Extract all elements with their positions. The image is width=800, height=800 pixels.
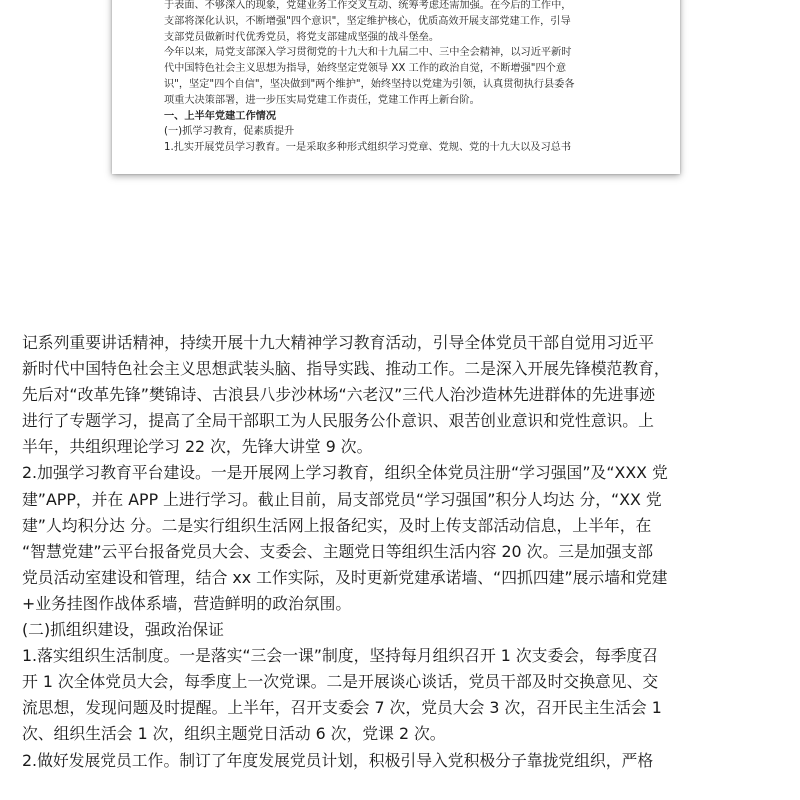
preview-line: 1.扎实开展党员学习教育。一是采取多种形式组织学习党章、党规、党的十九大以及习总书 <box>164 142 572 154</box>
body-line: 次、组织生活会 1 次，组织主题党日活动 6 次，党课 2 次。 <box>22 724 446 744</box>
preview-subheading: (一)抓学习教育，促素质提升 <box>164 126 295 138</box>
body-line: 建”人均积分达 分。二是实行组织生活网上报备纪实，及时上传支部活动信息，上半年，在 <box>22 515 652 535</box>
body-line: 流思想，发现问题及时提醒。上半年，召开支委会 7 次，党员大会 3 次，召开民主生活会 1 <box>22 698 662 718</box>
body-line: 2.加强学习教育平台建设。一是开展网上学习教育，组织全体党员注册“学习强国”及“XXX 党 <box>22 463 668 483</box>
body-line: 开 1 次全体党员大会，每季度上一次党课。二是开展谈心谈话，党员干部及时交换意见、交 <box>22 672 659 692</box>
body-line: 半年，共组织理论学习 22 次，先锋大讲堂 9 次。 <box>22 437 373 457</box>
body-line: “智慧党建”云平台报备党员大会、支委会、主题党日等组织生活内容 20 次。三是加强支部 <box>22 541 653 561</box>
body-line: 新时代中国特色社会主义思想武装头脑、指导实践、推动工作。二是深入开展先锋模范教育， <box>22 359 670 379</box>
document-body <box>22 330 782 774</box>
body-line: +业务挂图作战体系墙，营造鲜明的政治氛围。 <box>22 593 352 613</box>
body-line: 记系列重要讲话精神，持续开展十九大精神学习教育活动，引导全体党员干部自觉用习近平 <box>22 333 654 352</box>
body-line: 进行了专题学习，提高了全局干部职工为人民服务公仆意识、艰苦创业意识和党性意识。上 <box>22 411 654 431</box>
preview-section-heading: 一、上半年党建工作情况 <box>164 110 277 122</box>
body-subheading: (二)抓组织建设，强政治保证 <box>22 620 224 640</box>
preview-line: 于表面、不够深入的现象，党建业务工作交叉互动、统筹考虑还需加强。在今后的工作中， <box>164 0 572 11</box>
preview-line: 支部将深化认识，不断增强"四个意识"，坚定维护核心，优质高效开展支部党建工作，引导 <box>164 15 571 27</box>
preview-line: 识"，坚定"四个自信"，坚决做到"两个维护"，始终坚持以党建为引领，认真贯彻执行县委各 <box>164 78 575 90</box>
preview-line: 项重大决策部署，进一步压实局党建工作责任，党建工作再上新台阶。 <box>164 94 480 106</box>
body-line: 2.做好发展党员工作。制订了年度发展党员计划，积极引导入党积极分子靠拢党组织，严格 <box>22 750 654 770</box>
document-preview-card <box>112 0 680 174</box>
preview-text <box>164 0 636 156</box>
preview-line: 支部党员做新时代优秀党员，将党支部建成坚强的战斗堡垒。 <box>164 31 440 43</box>
body-line: 党员活动室建设和管理，结合 xx 工作实际，及时更新党建承诺墙、“四抓四建”展示墙和党建 <box>22 567 668 587</box>
preview-line: 今年以来，局党支部深入学习贯彻党的十九大和十九届二中、三中全会精神，以习近平新时 <box>164 47 572 59</box>
body-line: 建”APP，并在 APP 上进行学习。截止目前，局支部党员“学习强国”积分人均达 分，“XX 党 <box>22 489 662 509</box>
preview-line: 代中国特色社会主义思想为指导，始终坚定党领导 XX 工作的政治自觉，不断增强"四个意 <box>164 63 567 75</box>
body-line: 1.落实组织生活制度。一是落实“三会一课”制度，坚持每月组织召开 1 次支委会，每季度召 <box>22 646 659 666</box>
body-line: 先后对“改革先锋”樊锦诗、古浪县八步沙林场“六老汉”三代人治沙造林先进群体的先进事迹 <box>22 385 656 405</box>
